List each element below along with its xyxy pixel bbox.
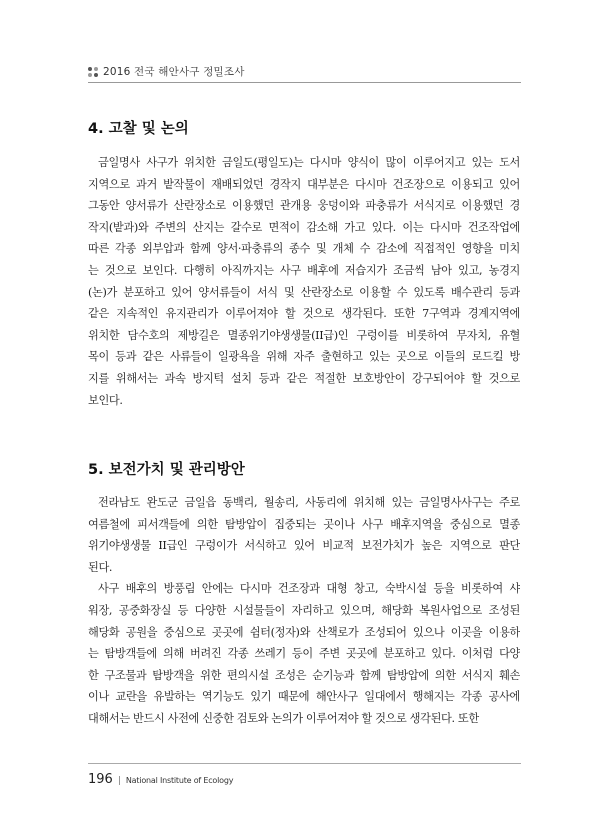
- page-number: 196: [88, 772, 113, 787]
- text-line: 된다.: [88, 560, 113, 574]
- text-line: 이나 교란을 유발하는 역기능도 있기 때문에 해안사구 일대에서 행해지는 각종 공사에: [88, 690, 520, 704]
- text-line: 보인다.: [88, 393, 123, 407]
- text-line: 전라남도 완도군 금일읍 동백리, 월송리, 사동리에 위치해 있는 금일명사사구는 주로: [98, 496, 520, 509]
- text-line: 지를 위해서는 과속 방지턱 설치 등과 같은 적절한 보호방안이 강구되어야 할 것으로: [88, 371, 520, 385]
- header-divider: [88, 82, 521, 83]
- text-line: 목이 등과 같은 사류들이 일광욕을 위해 자주 출현하고 있는 곳으로 이들의 로드킬 방: [88, 350, 520, 364]
- text-line: 위기야생생물 II급인 구렁이가 서식하고 있어 비교적 보전가치가 높은 지역으로 판단: [88, 539, 520, 553]
- header-dots-icon: [88, 67, 98, 77]
- text-line: 그동안 양서류가 산란장소로 이용했던 관개용 웅덩이와 파충류가 서식지로 이용했던 경: [88, 199, 520, 213]
- text-line: 대해서는 반드시 사전에 신중한 검토와 논의가 이루어져야 할 것으로 생각된다. 또한: [88, 711, 479, 725]
- section-title-conservation: 5. 보전가치 및 관리방안: [88, 462, 245, 478]
- text-line: 는 탐방객들에 의해 버려진 각종 쓰레기 등이 주변 곳곳에 분포하고 있다. 이처럼 다양: [88, 647, 520, 661]
- header-title: 2016 전국 해안사구 정밀조사: [103, 66, 245, 78]
- text-line: 같은 지속적인 유지관리가 이루어져야 할 것으로 생각된다. 또한 7구역과 경계지역에: [88, 307, 520, 321]
- section-body-discussion: [88, 152, 520, 411]
- page-footer: [88, 772, 233, 787]
- text-line: 위치한 담수호의 제방길은 멸종위기야생생물(II급)인 구렁이를 비롯하여 무자치, 유혈: [88, 328, 520, 342]
- text-line: 지역으로 과거 밭작물이 재배되었던 경작지 대부분은 다시마 건조장으로 이용되고 있어: [88, 177, 520, 191]
- text-line: (논)가 분포하고 있어 양서류들이 서식 및 산란장소로 이용할 수 있도록 배수관리 등과: [88, 285, 520, 299]
- running-header: [88, 64, 245, 79]
- section-body-conservation: [88, 492, 520, 730]
- text-line: 사구 배후의 방풍림 안에는 다시마 건조장과 대형 창고, 숙박시설 등을 비롯하여 샤: [98, 582, 520, 596]
- footer-divider: [88, 763, 521, 764]
- text-line: 워장, 공중화장실 등 다양한 시설물들이 자리하고 있으며, 해당화 복원사업으로 조성된: [88, 603, 520, 617]
- text-line: 금일명사 사구가 위치한 금일도(평일도)는 다시마 양식이 많이 이루어지고 있는 도서: [98, 156, 520, 169]
- section-title-discussion: 4. 고찰 및 논의: [88, 121, 189, 137]
- footer-separator: |: [117, 776, 121, 786]
- text-line: 작지(밭과)와 주변의 산지는 갈수로 면적이 감소해 가고 있다. 이는 다시마 건조작업에: [88, 220, 520, 234]
- text-line: 따른 각종 외부압과 함께 양서·파충류의 종수 및 개체 수 감소에 직접적인 영향을 미치: [88, 242, 520, 256]
- text-line: 는 것으로 보인다. 다행히 아직까지는 사구 배후에 저습지가 조금씩 남아 있고, 농경지: [88, 263, 520, 277]
- text-line: 여름철에 피서객들에 의한 탐방압이 집중되는 곳이나 사구 배후지역을 중심으로 멸종: [88, 517, 520, 531]
- text-line: 한 구조물과 탐방객을 위한 편의시설 조성은 순기능과 함께 탐방압에 의한 서식지 훼손: [88, 668, 520, 682]
- footer-institute: National Institute of Ecology: [125, 776, 234, 785]
- text-line: 해당화 공원을 중심으로 곳곳에 쉼터(정자)와 산책로가 조성되어 있으나 이곳을 이용하: [88, 625, 520, 639]
